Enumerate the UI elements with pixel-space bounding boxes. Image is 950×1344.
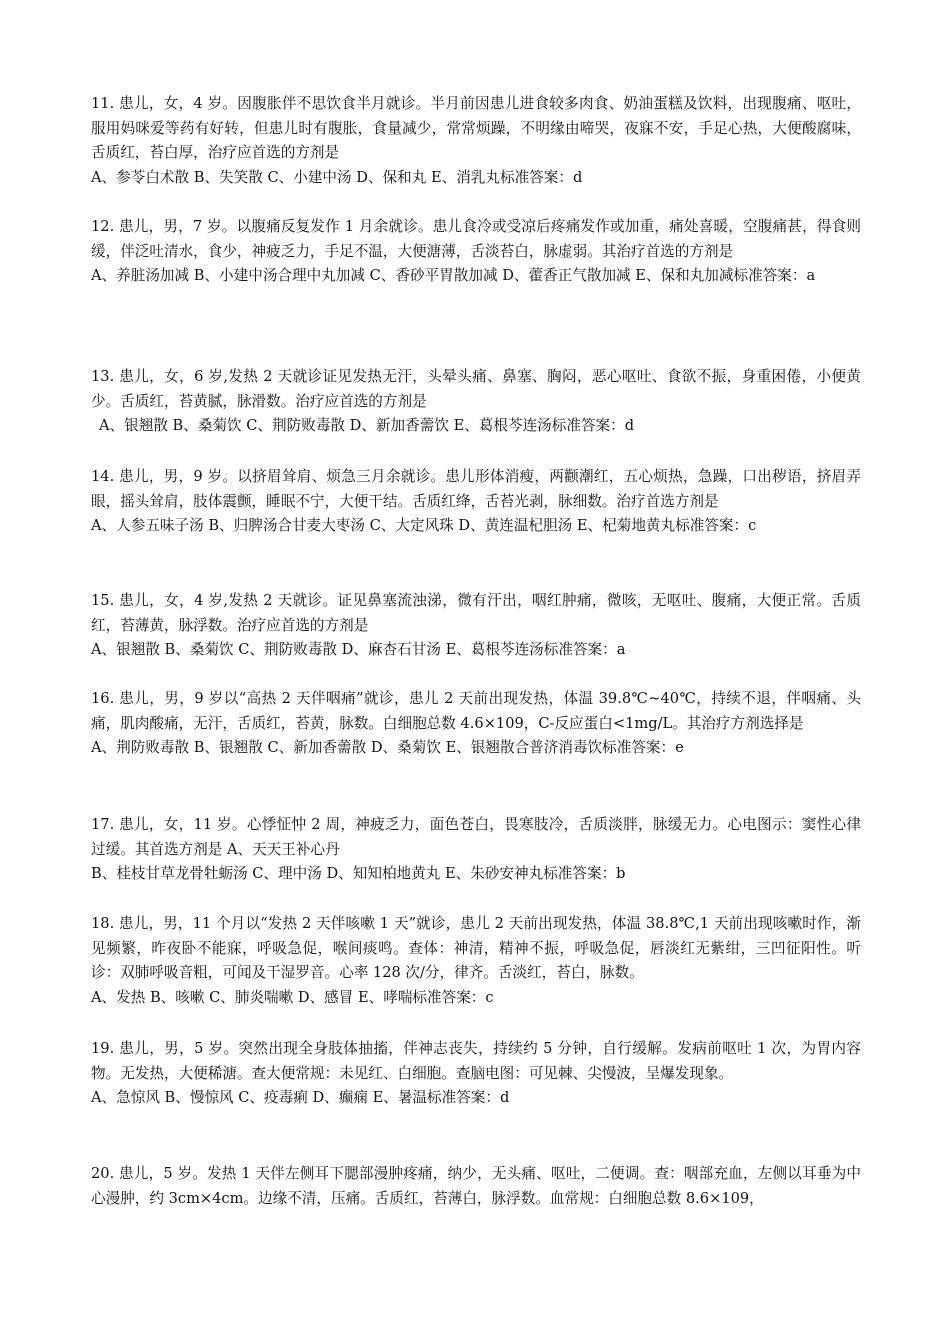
- question-11: [91, 92, 861, 190]
- question-stem: 12. 患儿，男，7 岁。以腹痛反复发作 1 月余就诊。患儿食冷或受凉后疼痛发作或加重，痛处喜暖，空腹痛甚，得食则缓，伴泛吐清水，食少，神疲乏力，手足不温，大便溏薄，舌淡苔白，脉虚弱。其治疗首选的方剂是: [91, 218, 861, 260]
- question-options: A、急惊风 B、慢惊风 C、疫毒痢 D、癫痫 E、暑温标准答案：d: [91, 1089, 510, 1107]
- question-options: A、养脏汤加减 B、小建中汤合理中丸加减 C、香砂平胃散加减 D、藿香正气散加减 E、保和丸加减标准答案：a: [91, 267, 816, 285]
- question-17: [91, 813, 861, 887]
- question-options: B、桂枝甘草龙骨牡蛎汤 C、理中汤 D、知知柏地黄丸 E、朱砂安神丸标准答案：b: [91, 865, 626, 883]
- question-14: [91, 465, 861, 539]
- question-stem: 14. 患儿，男，9 岁。以挤眉耸肩、烦急三月余就诊。患儿形体消瘦，两颧潮红，五心烦热，急躁，口出秽语，挤眉弄眼，摇头耸肩，肢体震颤，睡眠不宁，大便干结。舌质红绛，舌苔光剥，脉细数。治疗首选方剂是: [91, 468, 861, 510]
- question-options: A、参苓白术散 B、失笑散 C、小建中汤 D、保和丸 E、消乳丸标准答案：d: [91, 168, 583, 186]
- question-stem: 16. 患儿，男，9 岁以“高热 2 天伴咽痛”就诊，患儿 2 天前出现发热，体温 39.8℃~40℃，持续不退，伴咽痛、头痛，肌肉酸痛，无汗，舌质红，苔黄，脉数。白细胞总数 4.6×109，C-反应蛋白<1mg/L。其治疗方剂选择是: [91, 690, 861, 732]
- question-options: A、银翘散 B、桑菊饮 C、荆防败毒散 D、麻杏石甘汤 E、葛根芩连汤标准答案：a: [91, 641, 626, 659]
- question-stem: 20. 患儿，5 岁。发热 1 天伴左侧耳下腮部漫肿疼痛，纳少，无头痛、呕吐，二便调。查：咽部充血，左侧以耳垂为中心漫肿，约 3cm×4cm。边缘不清，压痛。舌质红，苔薄白，脉浮数。血常规：白细胞总数 8.6×109，: [91, 1165, 861, 1207]
- question-12: [91, 215, 861, 289]
- question-options: A、人参五味子汤 B、归脾汤合甘麦大枣汤 C、大定风珠 D、黄连温杞胆汤 E、杞菊地黄丸标准答案：c: [91, 517, 757, 535]
- question-stem: 17. 患儿，女，11 岁。心悸怔忡 2 周，神疲乏力，面色苍白，畏寒肢冷，舌质淡胖，脉缓无力。心电图示：窦性心律过缓。其首选方剂是 A、天天王补心丹: [91, 816, 861, 858]
- question-stem: 15. 患儿，女，4 岁,发热 2 天就诊。证见鼻塞流浊涕，微有汗出，咽红肿痛，微咳，无呕吐、腹痛，大便正常。舌质红，苔薄黄，脉浮数。治疗应首选的方剂是: [91, 592, 861, 634]
- question-15: [91, 589, 861, 663]
- question-18: [91, 912, 861, 1010]
- question-options: A、荆防败毒散 B、银翘散 C、新加香薷散 D、桑菊饮 E、银翘散合普济消毒饮标准答案：e: [91, 739, 684, 757]
- question-stem: 19. 患儿，男，5 岁。突然出现全身肢体抽搐，伴神志丧失，持续约 5 分钟，自行缓解。发病前呕吐 1 次，为胃内容物。无发热，大便稀溏。查大便常规：未见红、白细胞。查脑电图：可见棘、尖慢波，呈爆发现象。: [91, 1040, 861, 1082]
- question-stem: 11. 患儿，女，4 岁。因腹胀伴不思饮食半月就诊。半月前因患儿进食较多肉食、奶油蛋糕及饮料，出现腹痛、呕吐，服用妈咪爱等药有好转，但患儿时有腹胀，食量减少，常常烦躁，不明缘由啼哭，夜寐不安，手足心热，大便酸腐味，舌质红，苔白厚，治疗应首选的方剂是: [91, 95, 861, 162]
- question-stem: 18. 患儿，男，11 个月以“发热 2 天伴咳嗽 1 天”就诊，患儿 2 天前出现发热，体温 38.8℃,1 天前出现咳嗽时作，渐见频繁，昨夜卧不能寐，呼吸急促，喉间痰鸣。查体：神清，精神不振，呼吸急促，唇淡红无紫绀，三凹征阳性。听诊：双肺呼吸音粗，可闻及干湿罗音。心率 128 次/分，律齐。舌淡红，苔白，脉数。: [91, 915, 861, 982]
- question-options: A、银翘散 B、桑菊饮 C、荆防败毒散 D、新加香薷饮 E、葛根芩连汤标准答案：d: [99, 417, 635, 435]
- question-13: [91, 365, 861, 439]
- question-19: [91, 1037, 861, 1111]
- question-stem: 13. 患儿，女，6 岁,发热 2 天就诊证见发热无汗，头晕头痛、鼻塞、胸闷，恶心呕吐、食欲不振，身重困倦，小便黄少。舌质红，苔黄腻，脉滑数。治疗应首选的方剂是: [91, 368, 861, 410]
- question-20: [91, 1162, 861, 1211]
- question-16: [91, 687, 861, 761]
- question-options: A、发热 B、咳嗽 C、肺炎喘嗽 D、感冒 E、哮喘标准答案：c: [91, 988, 494, 1006]
